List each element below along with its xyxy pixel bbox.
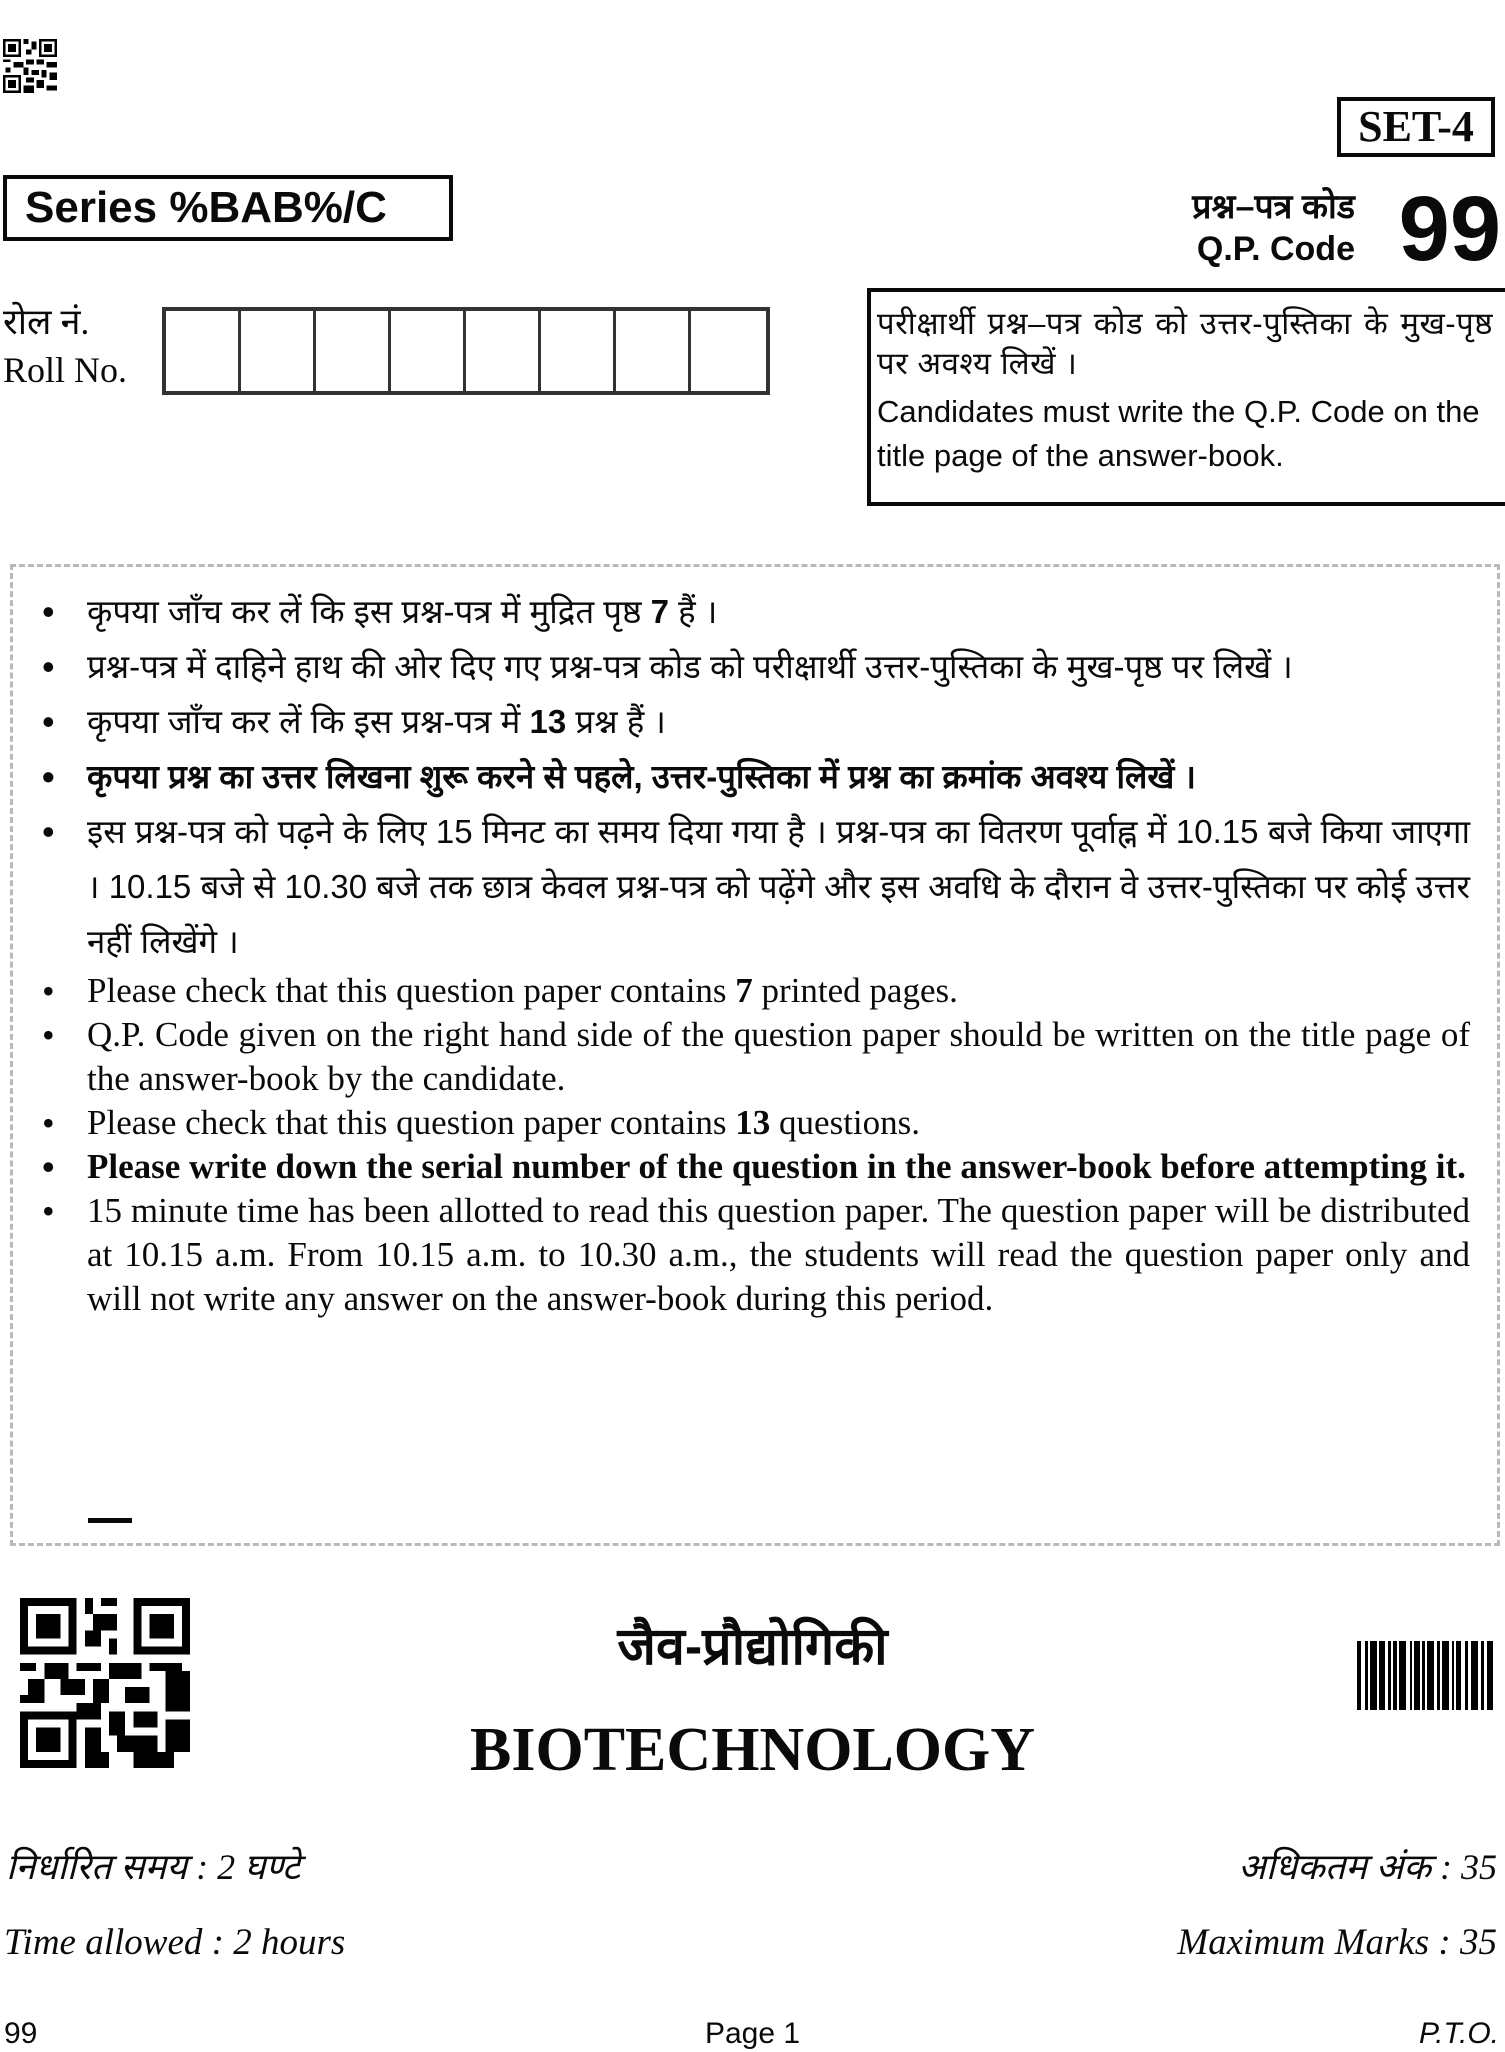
roll-label-english: Roll No. (3, 350, 128, 390)
instruction-item: • Please check that this question paper contains 7 printed pages. (42, 969, 1470, 1013)
page-footer (0, 2016, 1505, 2050)
max-marks-hindi: अधिकतम अंक : 35 (1238, 1847, 1497, 1887)
time-allowed-english: Time allowed : 2 hours (4, 1922, 346, 1963)
instruction-item: • कृपया प्रश्न का उत्तर लिखना शुरू करने से पहले, उत्तर-पुस्तिका में प्रश्न का क्रमांक अवश्य लिखें । (42, 749, 1470, 804)
roll-digit-box[interactable] (541, 311, 616, 391)
roll-digit-box[interactable] (391, 311, 466, 391)
instruction-item: • Q.P. Code given on the right hand side of the question paper should be written on the title page of the answer-book by the candidate. (42, 1013, 1470, 1101)
series-label: Series %BAB%/C (3, 175, 453, 241)
instruction-item: • 15 minute time has been allotted to read this question paper. The question paper will be distributed at 10.15 a.m. From 10.15 a.m. to 10.30 a.m., the students will read the question paper only and will not write any answer on the answer-book during this period. (42, 1189, 1470, 1321)
set-label: SET-4 (1337, 97, 1495, 157)
instruction-item: • इस प्रश्न-पत्र को पढ़ने के लिए 15 मिनट का समय दिया गया है । प्रश्न-पत्र का वितरण पूर्वाह्न में 10.15 बजे किया जाएगा । 10.15 बजे से 10.30 बजे तक छात्र केवल प्रश्न-पत्र को पढ़ेंगे और इस अवधि के दौरान वे उत्तर-पुस्तिका पर कोई उत्तर नहीं लिखेंगे । (42, 804, 1470, 969)
roll-number-label (3, 298, 127, 394)
footer-page-number: Page 1 (704, 2017, 801, 2050)
roll-number-boxes (162, 307, 770, 395)
roll-digit-box[interactable] (466, 311, 541, 391)
footer-code: 99 (4, 2017, 38, 2050)
subject-title-english: BIOTECHNOLOGY (470, 1716, 1035, 1784)
instruction-item: • Please write down the serial number of the question in the answer-book before attempting it. (42, 1145, 1470, 1189)
qp-code-label-english: Q.P. Code (1196, 230, 1355, 268)
footer-pto: P.T.O. (1418, 2017, 1499, 2050)
roll-digit-box[interactable] (166, 311, 241, 391)
instruction-item: • प्रश्न-पत्र में दाहिने हाथ की ओर दिए गए प्रश्न-पत्र कोड को परीक्षार्थी उत्तर-पुस्तिका के मुख-पृष्ठ पर लिखें । (42, 639, 1470, 694)
roll-digit-box[interactable] (616, 311, 691, 391)
qp-code-label-hindi: प्रश्न–पत्र कोड (1192, 188, 1355, 226)
roll-digit-box[interactable] (241, 311, 316, 391)
instructions-list (42, 584, 1470, 1321)
roll-digit-box[interactable] (691, 311, 766, 391)
instruction-item: • कृपया जाँच कर लें कि इस प्रश्न-पत्र में 13 प्रश्न हैं । (42, 694, 1470, 749)
qp-code-label (1192, 186, 1355, 270)
instruction-item: • Please check that this question paper contains 13 questions. (42, 1101, 1470, 1145)
instruction-item: • कृपया जाँच कर लें कि इस प्रश्न-पत्र में मुद्रित पृष्ठ 7 हैं । (42, 584, 1470, 639)
time-allowed-hindi: निर्धारित समय : 2 घण्टे (6, 1847, 301, 1887)
barcode-icon (1357, 1641, 1497, 1710)
notice-english: Candidates must write the Q.P. Code on the title page of the answer-book. (877, 394, 1480, 473)
notice-hindi: परीक्षार्थी प्रश्न–पत्र कोड को उत्तर-पुस्तिका के मुख-पृष्ठ पर अवश्य लिखें । (877, 306, 1493, 381)
roll-label-hindi: रोल नं. (3, 302, 90, 342)
qr-code-icon (3, 38, 57, 94)
underline-mark (88, 1518, 132, 1523)
subject-title-hindi: जैव-प्रौद्योगिकी (617, 1618, 888, 1676)
qp-code-notice-box (867, 288, 1505, 506)
qp-code-value: 99 (1398, 178, 1501, 280)
roll-digit-box[interactable] (316, 311, 391, 391)
max-marks-english: Maximum Marks : 35 (1177, 1922, 1497, 1963)
